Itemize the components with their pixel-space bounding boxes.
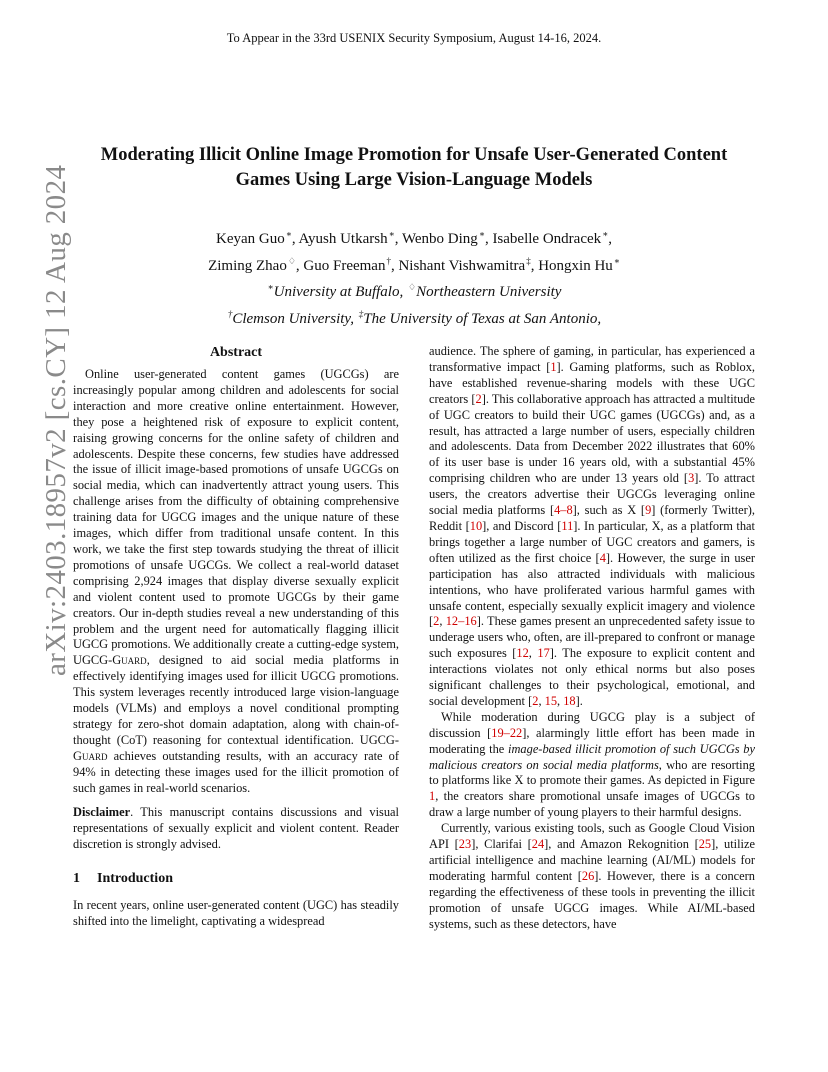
paragraph-text: , the creators share promotional unsafe images of UGCGs to draw a large number of young players to their harmful designs. xyxy=(429,789,755,820)
paragraph-text: ]. This collaborative approach has attracted a multitude of UGC creators to build their UGC games (UGCGs) and, as a result, has attracted a large number of users, especially children and adolescents. Data from December 2022 illustrates that 60% of its user base is under 16 years old, with a substantial 45% comprising children who are under 13 years old [ xyxy=(429,391,756,486)
paragraph-text: While moderation during UGCG play is a subject of discussion [ xyxy=(429,709,755,740)
author-mark: ‡ xyxy=(526,255,531,266)
paragraph-text: , xyxy=(528,646,538,661)
conference-header: To Appear in the 33rd USENIX Security Symposium, August 14-16, 2024. xyxy=(226,31,602,45)
affiliation-line-2 xyxy=(74,304,754,331)
paragraph-text: ]. However, there is a concern regarding the effectiveness of these tools in preventing the illicit promotion of unsafe UGCG images. While AI/ML-based systems, such as these detectors, have xyxy=(429,868,755,931)
arxiv-stamp: arXiv:2403.18957v2 [cs.CY] 12 Aug 2024 xyxy=(40,164,72,676)
right-column xyxy=(429,344,755,933)
section-heading-introduction xyxy=(73,870,399,888)
abstract-text: , designed to aid social media platforms in effectively identifying images used for illicit UGCG promotions. This system leverages recently introduced large vision-language models (VLMs) and employs a novel conditional prompting strategy for zero-shot domain adaptation, along with chain-of-thought (CoT) reasoning for contextual identification. xyxy=(73,653,399,747)
disclaimer-label: Disclaimer xyxy=(73,805,131,820)
citation-link[interactable]: 10 xyxy=(469,518,483,533)
author-name: Ayush Utkarsh xyxy=(298,231,388,247)
title-line-1: Moderating Illicit Online Image Promotion for Unsafe User-Generated Content xyxy=(100,145,728,165)
affiliation-line-1 xyxy=(74,277,754,304)
citation-link[interactable]: 2 xyxy=(433,614,440,629)
author-name: Ziming Zhao xyxy=(208,257,287,274)
paragraph-text: , who are resorting to platforms like X to promote their games. As depicted in Figure xyxy=(429,757,755,788)
citation-link[interactable]: 3 xyxy=(688,471,695,486)
affiliation-mark: ♢ xyxy=(407,282,417,292)
affiliation-mark: † xyxy=(227,308,233,319)
citation-link[interactable]: 4 xyxy=(599,550,606,565)
affiliation-mark: ∗ xyxy=(267,282,274,292)
citation-link[interactable]: 11 xyxy=(561,518,574,533)
author-name: Hongxin Hu xyxy=(538,257,613,274)
paragraph-text: ]. In particular, X, as a platform that brings together a large number of UGC creators and gamers, is often utilized as the first choice [ xyxy=(429,518,755,565)
author-mark: ∗ xyxy=(613,255,620,266)
citation-link[interactable]: 1 xyxy=(550,359,557,374)
abstract-paragraph xyxy=(73,367,399,796)
author-mark: ♢ xyxy=(287,255,296,266)
author-mark: ∗ xyxy=(285,229,292,239)
author-name: Wenbo Ding xyxy=(401,231,478,247)
author-mark: † xyxy=(386,255,391,266)
paragraph-text: ], Clarifai [ xyxy=(471,837,532,852)
system-name: UGCG-Guard xyxy=(73,653,147,668)
section-title: Introduction xyxy=(97,871,173,887)
citation-link[interactable]: 12 xyxy=(516,646,529,661)
emphasized-text: image-based illicit promotion of such UGCGs by malicious creators on social media platforms xyxy=(429,741,756,772)
author-name: Isabelle Ondracek xyxy=(492,231,602,247)
abstract-text: achieves outstanding results, with an accuracy rate of 94% in detecting these images used for the illicit promotion of such games in real-world scenarios. xyxy=(73,748,399,795)
paragraph-text: ]. Gaming platforms, such as Roblox, have established revenue-sharing models with these UGC creators [ xyxy=(429,359,755,406)
citation-link[interactable]: 17 xyxy=(537,646,550,661)
author-block xyxy=(74,224,754,330)
paper-title xyxy=(74,143,754,193)
paragraph-text: ]. However, the surge in user participation has also attracted individuals with malicious intentions, who have proliferated various harmful games with unsafe content, especially sexually explicit imagery and violence [ xyxy=(429,550,755,629)
disclaimer-paragraph xyxy=(73,805,399,853)
citation-link[interactable]: 15 xyxy=(544,693,558,708)
intro-paragraph-3 xyxy=(429,821,755,932)
system-name: UGCG-Guard xyxy=(73,732,399,763)
paragraph-text: ]. To attract users, the creators advertise their UGCGs leveraging online social media platforms [ xyxy=(429,471,755,518)
citation-link[interactable]: 24 xyxy=(531,837,545,852)
citation-link[interactable]: 19–22 xyxy=(491,725,523,740)
author-name: Nishant Vishwamitra xyxy=(398,257,526,274)
left-column xyxy=(73,344,399,930)
paragraph-text: ]. xyxy=(575,693,583,708)
citation-link[interactable]: 25 xyxy=(698,837,712,852)
citation-link[interactable]: 2 xyxy=(532,693,539,708)
citation-link[interactable]: 12–16 xyxy=(445,614,477,629)
paragraph-text: ] (formerly Twitter), Reddit [ xyxy=(429,503,755,533)
abstract-heading: Abstract xyxy=(209,345,263,360)
abstract-text: Online user-generated content games (UGCGs) are increasingly popular among children and adolescents for social interaction and more creative online entertainment. However, they pose a heightened risk of exposure to explicit content, raising growing concerns for the online safety of children and adolescents. Despite these concerns, few studies have addressed the issue of illicit image-based promotions of unsafe UGCGs on social media, which can inadvertently attract young users. This challenge arises from the difficulty of obtaining comprehensive training data for UGCG images and the unique nature of these images, which differ from traditional unsafe content. In this work, we take the first step towards studying the threat of illicit promotions of unsafe UGCGs. We collect a real-world dataset comprising 2,924 images that display diverse sexually explicit and violent content used to promote UGCGs by their game creators. Our in-depth studies reveal a new understanding of this problem and the urgent need for automatically flagging illicit UGCG promotions. We additionally create a cutting-edge system, xyxy=(73,367,400,652)
paragraph-text: ], such as X [ xyxy=(572,503,646,518)
citation-link[interactable]: 4–8 xyxy=(554,503,573,518)
author-mark: ∗ xyxy=(388,229,395,239)
affiliation-name: Clemson University, xyxy=(232,310,354,327)
paragraph-text: ]. These games present an unprecedented safety issue to underage users who, often, are ill-prepared to confront or manage such exposures [ xyxy=(429,614,755,661)
affiliation-name: Northeastern University xyxy=(416,284,562,300)
citation-link[interactable]: 26 xyxy=(581,868,595,883)
paragraph-text: , xyxy=(439,614,446,629)
author-name: Guo Freeman xyxy=(303,257,386,274)
citation-link[interactable]: 2 xyxy=(475,391,482,406)
paragraph-text: audience. The sphere of gaming, in particular, has experienced a transformative impact [ xyxy=(429,344,755,374)
intro-paragraph-1 xyxy=(429,344,755,710)
paragraph-text: , xyxy=(538,693,545,708)
paragraph-text: ], alarmingly little effort has been made in moderating the xyxy=(429,725,756,756)
title-line-2: Games Using Large Vision-Language Models xyxy=(235,170,593,190)
paragraph-text: Currently, various existing tools, such as Google Cloud Vision API [ xyxy=(429,821,755,852)
intro-paragraph-2 xyxy=(429,710,755,821)
citation-link[interactable]: 9 xyxy=(645,503,652,518)
author-line-1: Keyan Guo∗, Ayush Utkarsh∗, Wenbo Ding∗, Isabelle Ondracek∗, xyxy=(215,229,613,247)
paragraph-text: ], and Discord [ xyxy=(482,518,562,533)
citation-link[interactable]: 23 xyxy=(458,837,472,852)
author-line-2: Ziming Zhao♢, Guo Freeman†, Nishant Vishwamitra‡, Hongxin Hu∗ xyxy=(208,255,620,274)
paragraph-text: , xyxy=(557,693,564,708)
affiliation-mark: ‡ xyxy=(358,308,364,319)
intro-paragraph-start: In recent years, online user-generated content (UGC) has steadily shifted into the limelight, captivating a widespread xyxy=(73,898,399,929)
affiliation-name: The University of Texas at San Antonio, xyxy=(363,310,602,327)
author-mark: ∗ xyxy=(602,229,609,239)
section-number: 1 xyxy=(73,871,80,887)
author-name: Keyan Guo xyxy=(215,231,285,247)
paragraph-text: ], utilize artificial intelligence and machine learning (AI/ML) models for moderating harmful content [ xyxy=(429,837,755,883)
author-mark: ∗ xyxy=(478,229,485,239)
disclaimer-text: . This manuscript contains discussions and visual representations of sexually explicit and violent content. Reader discretion is strongly advised. xyxy=(73,805,399,852)
paragraph-text: ], and Amazon Rekognition [ xyxy=(544,837,699,852)
citation-link[interactable]: 1 xyxy=(429,789,436,804)
citation-link[interactable]: 18 xyxy=(563,693,576,708)
affiliation-name: University at Buffalo, xyxy=(273,284,404,300)
paragraph-text: ]. The exposure to explicit content and interactions violates not only ethical norms but also poses significant challenges to their psychological, emotional, and social development [ xyxy=(429,646,755,708)
